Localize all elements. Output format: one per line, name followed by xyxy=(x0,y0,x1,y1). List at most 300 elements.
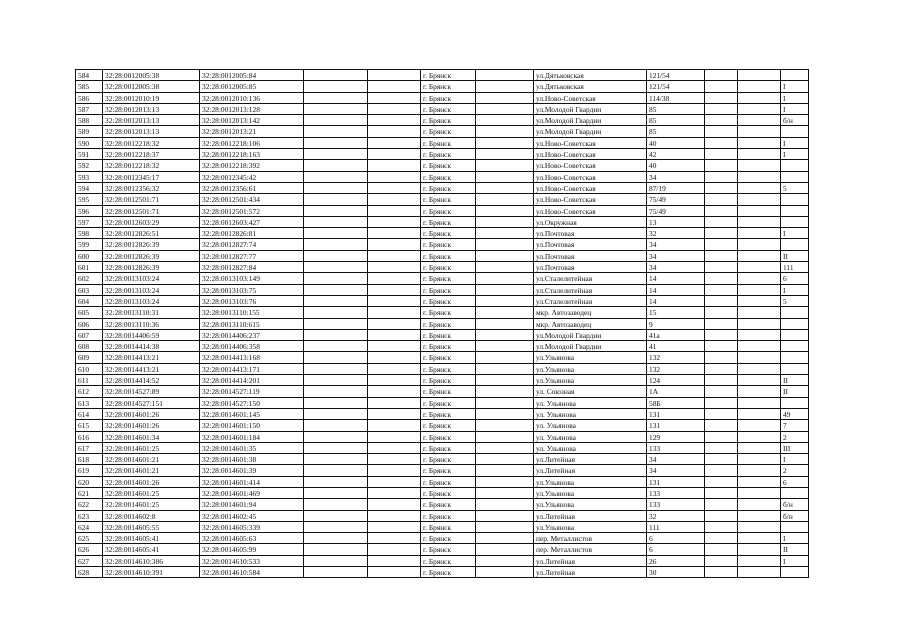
land-cadastral-number-cell: 32:28:0012826:39 xyxy=(103,262,200,273)
table-row xyxy=(76,295,809,306)
house-number-cell: 41 xyxy=(647,341,705,352)
blank-cell-e xyxy=(738,533,781,544)
blank-cell-c xyxy=(476,295,534,306)
object-cadastral-number-cell: 32:28:0014610:533 xyxy=(200,555,304,566)
land-cadastral-number-cell: 32:28:0012345:17 xyxy=(103,171,200,182)
blank-cell-c xyxy=(476,521,534,532)
blank-cell-d xyxy=(705,487,738,498)
premises-cell: б/н xyxy=(781,115,809,126)
row-number-cell: 628 xyxy=(76,567,103,578)
blank-cell-c xyxy=(476,408,534,419)
blank-cell-a xyxy=(304,182,368,193)
object-cadastral-number-cell: 32:28:0012010:136 xyxy=(200,92,304,103)
blank-cell-e xyxy=(738,194,781,205)
street-cell: пер. Металлистов xyxy=(534,544,647,555)
blank-cell-b xyxy=(368,205,421,216)
blank-cell-a xyxy=(304,408,368,419)
object-cadastral-number-cell: 32:28:0013110:615 xyxy=(200,318,304,329)
blank-cell-d xyxy=(705,149,738,160)
street-cell: ул.Ново-Советская xyxy=(534,92,647,103)
land-cadastral-number-cell: 32:28:0012356:32 xyxy=(103,182,200,193)
row-number-cell: 589 xyxy=(76,126,103,137)
blank-cell-a xyxy=(304,239,368,250)
blank-cell-e xyxy=(738,375,781,386)
city-cell: г. Брянск xyxy=(421,341,476,352)
blank-cell-a xyxy=(304,567,368,578)
street-cell: ул.Молодой Гвардии xyxy=(534,341,647,352)
table-row xyxy=(76,70,809,81)
table-row xyxy=(76,499,809,510)
city-cell: г. Брянск xyxy=(421,521,476,532)
blank-cell-a xyxy=(304,250,368,261)
house-number-cell: 34 xyxy=(647,239,705,250)
house-number-cell: 121/54 xyxy=(647,70,705,81)
city-cell: г. Брянск xyxy=(421,92,476,103)
row-number-cell: 624 xyxy=(76,521,103,532)
street-cell: ул.Ульянова xyxy=(534,487,647,498)
street-cell: ул.Литейная xyxy=(534,465,647,476)
object-cadastral-number-cell: 32:28:0012826:81 xyxy=(200,228,304,239)
city-cell: г. Брянск xyxy=(421,70,476,81)
blank-cell-a xyxy=(304,126,368,137)
premises-cell: II xyxy=(781,250,809,261)
blank-cell-c xyxy=(476,567,534,578)
blank-cell-d xyxy=(705,476,738,487)
blank-cell-a xyxy=(304,171,368,182)
table-row xyxy=(76,465,809,476)
blank-cell-d xyxy=(705,442,738,453)
blank-cell-b xyxy=(368,442,421,453)
blank-cell-b xyxy=(368,194,421,205)
blank-cell-e xyxy=(738,228,781,239)
blank-cell-e xyxy=(738,521,781,532)
street-cell: ул.Сталелитейная xyxy=(534,284,647,295)
land-cadastral-number-cell: 32:28:0012013:13 xyxy=(103,115,200,126)
table-row xyxy=(76,250,809,261)
premises-cell xyxy=(781,160,809,171)
blank-cell-a xyxy=(304,228,368,239)
row-number-cell: 608 xyxy=(76,341,103,352)
land-cadastral-number-cell: 32:28:0014602:8 xyxy=(103,510,200,521)
premises-cell xyxy=(781,521,809,532)
premises-cell xyxy=(781,567,809,578)
object-cadastral-number-cell: 32:28:0014601:35 xyxy=(200,442,304,453)
premises-cell: II xyxy=(781,386,809,397)
table-row xyxy=(76,476,809,487)
blank-cell-d xyxy=(705,295,738,306)
land-cadastral-number-cell: 32:28:0012013:13 xyxy=(103,103,200,114)
blank-cell-c xyxy=(476,397,534,408)
house-number-cell: 15 xyxy=(647,307,705,318)
premises-cell: б/н xyxy=(781,510,809,521)
blank-cell-d xyxy=(705,533,738,544)
land-cadastral-number-cell: 32:28:0012010:19 xyxy=(103,92,200,103)
blank-cell-a xyxy=(304,81,368,92)
land-cadastral-number-cell: 32:28:0012826:39 xyxy=(103,239,200,250)
blank-cell-d xyxy=(705,307,738,318)
blank-cell-e xyxy=(738,205,781,216)
land-cadastral-number-cell: 32:28:0014601:25 xyxy=(103,499,200,510)
blank-cell-c xyxy=(476,149,534,160)
premises-cell xyxy=(781,341,809,352)
blank-cell-d xyxy=(705,510,738,521)
house-number-cell: 129 xyxy=(647,431,705,442)
row-number-cell: 627 xyxy=(76,555,103,566)
blank-cell-e xyxy=(738,487,781,498)
blank-cell-b xyxy=(368,465,421,476)
row-number-cell: 606 xyxy=(76,318,103,329)
blank-cell-e xyxy=(738,397,781,408)
blank-cell-e xyxy=(738,70,781,81)
city-cell: г. Брянск xyxy=(421,375,476,386)
city-cell: г. Брянск xyxy=(421,454,476,465)
premises-cell xyxy=(781,318,809,329)
blank-cell-c xyxy=(476,194,534,205)
blank-cell-b xyxy=(368,454,421,465)
blank-cell-e xyxy=(738,431,781,442)
blank-cell-b xyxy=(368,103,421,114)
blank-cell-d xyxy=(705,420,738,431)
city-cell: г. Брянск xyxy=(421,329,476,340)
blank-cell-d xyxy=(705,273,738,284)
object-cadastral-number-cell: 32:28:0013103:149 xyxy=(200,273,304,284)
premises-cell: I xyxy=(781,149,809,160)
blank-cell-c xyxy=(476,228,534,239)
table-row xyxy=(76,386,809,397)
house-number-cell: 14 xyxy=(647,295,705,306)
blank-cell-c xyxy=(476,352,534,363)
city-cell: г. Брянск xyxy=(421,239,476,250)
blank-cell-d xyxy=(705,567,738,578)
object-cadastral-number-cell: 32:28:0012827:74 xyxy=(200,239,304,250)
city-cell: г. Брянск xyxy=(421,262,476,273)
city-cell: г. Брянск xyxy=(421,205,476,216)
object-cadastral-number-cell: 32:28:0014413:171 xyxy=(200,363,304,374)
blank-cell-b xyxy=(368,307,421,318)
blank-cell-c xyxy=(476,476,534,487)
blank-cell-d xyxy=(705,103,738,114)
city-cell: г. Брянск xyxy=(421,126,476,137)
blank-cell-b xyxy=(368,408,421,419)
house-number-cell: 114/38 xyxy=(647,92,705,103)
table-row xyxy=(76,228,809,239)
object-cadastral-number-cell: 32:28:0012218:392 xyxy=(200,160,304,171)
house-number-cell: 132 xyxy=(647,363,705,374)
blank-cell-b xyxy=(368,341,421,352)
blank-cell-c xyxy=(476,510,534,521)
blank-cell-e xyxy=(738,284,781,295)
object-cadastral-number-cell: 32:28:0014610:584 xyxy=(200,567,304,578)
street-cell: ул.Литейная xyxy=(534,555,647,566)
blank-cell-d xyxy=(705,375,738,386)
object-cadastral-number-cell: 32:28:0014601:414 xyxy=(200,476,304,487)
blank-cell-d xyxy=(705,465,738,476)
blank-cell-b xyxy=(368,182,421,193)
blank-cell-d xyxy=(705,216,738,227)
blank-cell-b xyxy=(368,239,421,250)
table-row xyxy=(76,533,809,544)
house-number-cell: 85 xyxy=(647,115,705,126)
city-cell: г. Брянск xyxy=(421,307,476,318)
city-cell: г. Брянск xyxy=(421,363,476,374)
premises-cell: 5 xyxy=(781,295,809,306)
blank-cell-c xyxy=(476,544,534,555)
street-cell: ул.Ново-Советская xyxy=(534,137,647,148)
land-cadastral-number-cell: 32:28:0014610:386 xyxy=(103,555,200,566)
blank-cell-d xyxy=(705,81,738,92)
blank-cell-a xyxy=(304,555,368,566)
blank-cell-d xyxy=(705,160,738,171)
row-number-cell: 596 xyxy=(76,205,103,216)
table-row xyxy=(76,363,809,374)
street-cell: ул.Ульянова xyxy=(534,521,647,532)
row-number-cell: 592 xyxy=(76,160,103,171)
street-cell: ул. Ульянова xyxy=(534,420,647,431)
premises-cell: 49 xyxy=(781,408,809,419)
blank-cell-c xyxy=(476,160,534,171)
table-row xyxy=(76,307,809,318)
table-row xyxy=(76,420,809,431)
city-cell: г. Брянск xyxy=(421,487,476,498)
row-number-cell: 617 xyxy=(76,442,103,453)
row-number-cell: 597 xyxy=(76,216,103,227)
land-cadastral-number-cell: 32:28:0014601:26 xyxy=(103,408,200,419)
blank-cell-c xyxy=(476,499,534,510)
blank-cell-e xyxy=(738,465,781,476)
house-number-cell: 40 xyxy=(647,160,705,171)
premises-cell: I xyxy=(781,92,809,103)
house-number-cell: 6 xyxy=(647,544,705,555)
table-row xyxy=(76,115,809,126)
blank-cell-c xyxy=(476,103,534,114)
land-cadastral-number-cell: 32:28:0013110:31 xyxy=(103,307,200,318)
object-cadastral-number-cell: 32:28:0012218:106 xyxy=(200,137,304,148)
land-cadastral-number-cell: 32:28:0012218:37 xyxy=(103,149,200,160)
table-row xyxy=(76,103,809,114)
blank-cell-a xyxy=(304,420,368,431)
house-number-cell: 6 xyxy=(647,533,705,544)
row-number-cell: 586 xyxy=(76,92,103,103)
blank-cell-d xyxy=(705,431,738,442)
blank-cell-a xyxy=(304,295,368,306)
blank-cell-c xyxy=(476,487,534,498)
table-row xyxy=(76,352,809,363)
land-cadastral-number-cell: 32:28:0012013:13 xyxy=(103,126,200,137)
house-number-cell: 75/49 xyxy=(647,194,705,205)
blank-cell-b xyxy=(368,228,421,239)
house-number-cell: 41а xyxy=(647,329,705,340)
table-row xyxy=(76,262,809,273)
object-cadastral-number-cell: 32:28:0014601:145 xyxy=(200,408,304,419)
blank-cell-b xyxy=(368,273,421,284)
city-cell: г. Брянск xyxy=(421,386,476,397)
registry-table-body xyxy=(76,70,809,578)
premises-cell: I xyxy=(781,137,809,148)
house-number-cell: 34 xyxy=(647,250,705,261)
land-cadastral-number-cell: 32:28:0013103:24 xyxy=(103,295,200,306)
street-cell: мкр. Автозаводец xyxy=(534,307,647,318)
city-cell: г. Брянск xyxy=(421,476,476,487)
blank-cell-e xyxy=(738,386,781,397)
object-cadastral-number-cell: 32:28:0012501:572 xyxy=(200,205,304,216)
blank-cell-d xyxy=(705,182,738,193)
street-cell: пер. Металлистов xyxy=(534,533,647,544)
blank-cell-e xyxy=(738,182,781,193)
blank-cell-c xyxy=(476,386,534,397)
premises-cell xyxy=(781,397,809,408)
row-number-cell: 603 xyxy=(76,284,103,295)
city-cell: г. Брянск xyxy=(421,431,476,442)
blank-cell-e xyxy=(738,454,781,465)
blank-cell-c xyxy=(476,216,534,227)
blank-cell-a xyxy=(304,375,368,386)
blank-cell-b xyxy=(368,487,421,498)
blank-cell-a xyxy=(304,431,368,442)
blank-cell-a xyxy=(304,262,368,273)
premises-cell: II xyxy=(781,375,809,386)
house-number-cell: 131 xyxy=(647,408,705,419)
blank-cell-d xyxy=(705,70,738,81)
street-cell: ул.Молодой Гвардии xyxy=(534,103,647,114)
blank-cell-c xyxy=(476,533,534,544)
city-cell: г. Брянск xyxy=(421,397,476,408)
row-number-cell: 616 xyxy=(76,431,103,442)
house-number-cell: 124 xyxy=(647,375,705,386)
premises-cell: I xyxy=(781,284,809,295)
blank-cell-d xyxy=(705,92,738,103)
house-number-cell: 32 xyxy=(647,228,705,239)
blank-cell-d xyxy=(705,499,738,510)
blank-cell-a xyxy=(304,273,368,284)
blank-cell-c xyxy=(476,171,534,182)
blank-cell-c xyxy=(476,431,534,442)
blank-cell-d xyxy=(705,239,738,250)
blank-cell-e xyxy=(738,92,781,103)
blank-cell-d xyxy=(705,284,738,295)
row-number-cell: 609 xyxy=(76,352,103,363)
street-cell: ул. Союзная xyxy=(534,386,647,397)
premises-cell: I xyxy=(781,103,809,114)
object-cadastral-number-cell: 32:28:0012005:84 xyxy=(200,70,304,81)
table-row xyxy=(76,205,809,216)
blank-cell-b xyxy=(368,92,421,103)
land-cadastral-number-cell: 32:28:0014414:52 xyxy=(103,375,200,386)
blank-cell-e xyxy=(738,149,781,160)
row-number-cell: 584 xyxy=(76,70,103,81)
blank-cell-b xyxy=(368,420,421,431)
land-cadastral-number-cell: 32:28:0014527:89 xyxy=(103,386,200,397)
street-cell: ул.Ново-Советская xyxy=(534,182,647,193)
blank-cell-e xyxy=(738,329,781,340)
blank-cell-e xyxy=(738,273,781,284)
street-cell: ул.Сталелитейная xyxy=(534,295,647,306)
blank-cell-b xyxy=(368,499,421,510)
city-cell: г. Брянск xyxy=(421,216,476,227)
premises-cell: 6 xyxy=(781,273,809,284)
blank-cell-a xyxy=(304,92,368,103)
blank-cell-a xyxy=(304,510,368,521)
premises-cell xyxy=(781,216,809,227)
blank-cell-b xyxy=(368,363,421,374)
house-number-cell: 30 xyxy=(647,567,705,578)
land-cadastral-number-cell: 32:28:0014605:41 xyxy=(103,544,200,555)
street-cell: ул.Ульянова xyxy=(534,352,647,363)
premises-cell: I xyxy=(781,533,809,544)
city-cell: г. Брянск xyxy=(421,318,476,329)
blank-cell-c xyxy=(476,115,534,126)
blank-cell-e xyxy=(738,420,781,431)
city-cell: г. Брянск xyxy=(421,567,476,578)
table-row xyxy=(76,216,809,227)
blank-cell-a xyxy=(304,149,368,160)
blank-cell-a xyxy=(304,476,368,487)
street-cell: ул. Ульянова xyxy=(534,431,647,442)
blank-cell-c xyxy=(476,250,534,261)
object-cadastral-number-cell: 32:28:0014527:119 xyxy=(200,386,304,397)
row-number-cell: 590 xyxy=(76,137,103,148)
blank-cell-c xyxy=(476,262,534,273)
blank-cell-b xyxy=(368,149,421,160)
street-cell: ул.Ново-Советская xyxy=(534,149,647,160)
street-cell: ул.Ново-Советская xyxy=(534,205,647,216)
house-number-cell: 1А xyxy=(647,386,705,397)
city-cell: г. Брянск xyxy=(421,194,476,205)
land-cadastral-number-cell: 32:28:0014601:21 xyxy=(103,454,200,465)
house-number-cell: 34 xyxy=(647,171,705,182)
blank-cell-b xyxy=(368,510,421,521)
blank-cell-d xyxy=(705,521,738,532)
house-number-cell: 14 xyxy=(647,273,705,284)
premises-cell: 2 xyxy=(781,465,809,476)
object-cadastral-number-cell: 32:28:0012345:42 xyxy=(200,171,304,182)
row-number-cell: 585 xyxy=(76,81,103,92)
blank-cell-d xyxy=(705,262,738,273)
blank-cell-b xyxy=(368,81,421,92)
row-number-cell: 622 xyxy=(76,499,103,510)
row-number-cell: 605 xyxy=(76,307,103,318)
table-row xyxy=(76,544,809,555)
object-cadastral-number-cell: 32:28:0013110:155 xyxy=(200,307,304,318)
land-cadastral-number-cell: 32:28:0014601:26 xyxy=(103,476,200,487)
street-cell: ул.Сталелитейная xyxy=(534,273,647,284)
blank-cell-b xyxy=(368,555,421,566)
blank-cell-b xyxy=(368,375,421,386)
object-cadastral-number-cell: 32:28:0013103:76 xyxy=(200,295,304,306)
table-row xyxy=(76,194,809,205)
row-number-cell: 615 xyxy=(76,420,103,431)
city-cell: г. Брянск xyxy=(421,171,476,182)
blank-cell-d xyxy=(705,115,738,126)
house-number-cell: 34 xyxy=(647,454,705,465)
row-number-cell: 600 xyxy=(76,250,103,261)
land-cadastral-number-cell: 32:28:0012603:29 xyxy=(103,216,200,227)
blank-cell-e xyxy=(738,115,781,126)
blank-cell-a xyxy=(304,499,368,510)
house-number-cell: 14 xyxy=(647,284,705,295)
blank-cell-e xyxy=(738,171,781,182)
city-cell: г. Брянск xyxy=(421,115,476,126)
object-cadastral-number-cell: 32:28:0014601:469 xyxy=(200,487,304,498)
land-cadastral-number-cell: 32:28:0014414:38 xyxy=(103,341,200,352)
house-number-cell: 132 xyxy=(647,352,705,363)
premises-cell xyxy=(781,239,809,250)
table-row xyxy=(76,521,809,532)
table-row xyxy=(76,408,809,419)
premises-cell xyxy=(781,194,809,205)
table-row xyxy=(76,487,809,498)
document-sheet xyxy=(75,69,809,578)
city-cell: г. Брянск xyxy=(421,228,476,239)
